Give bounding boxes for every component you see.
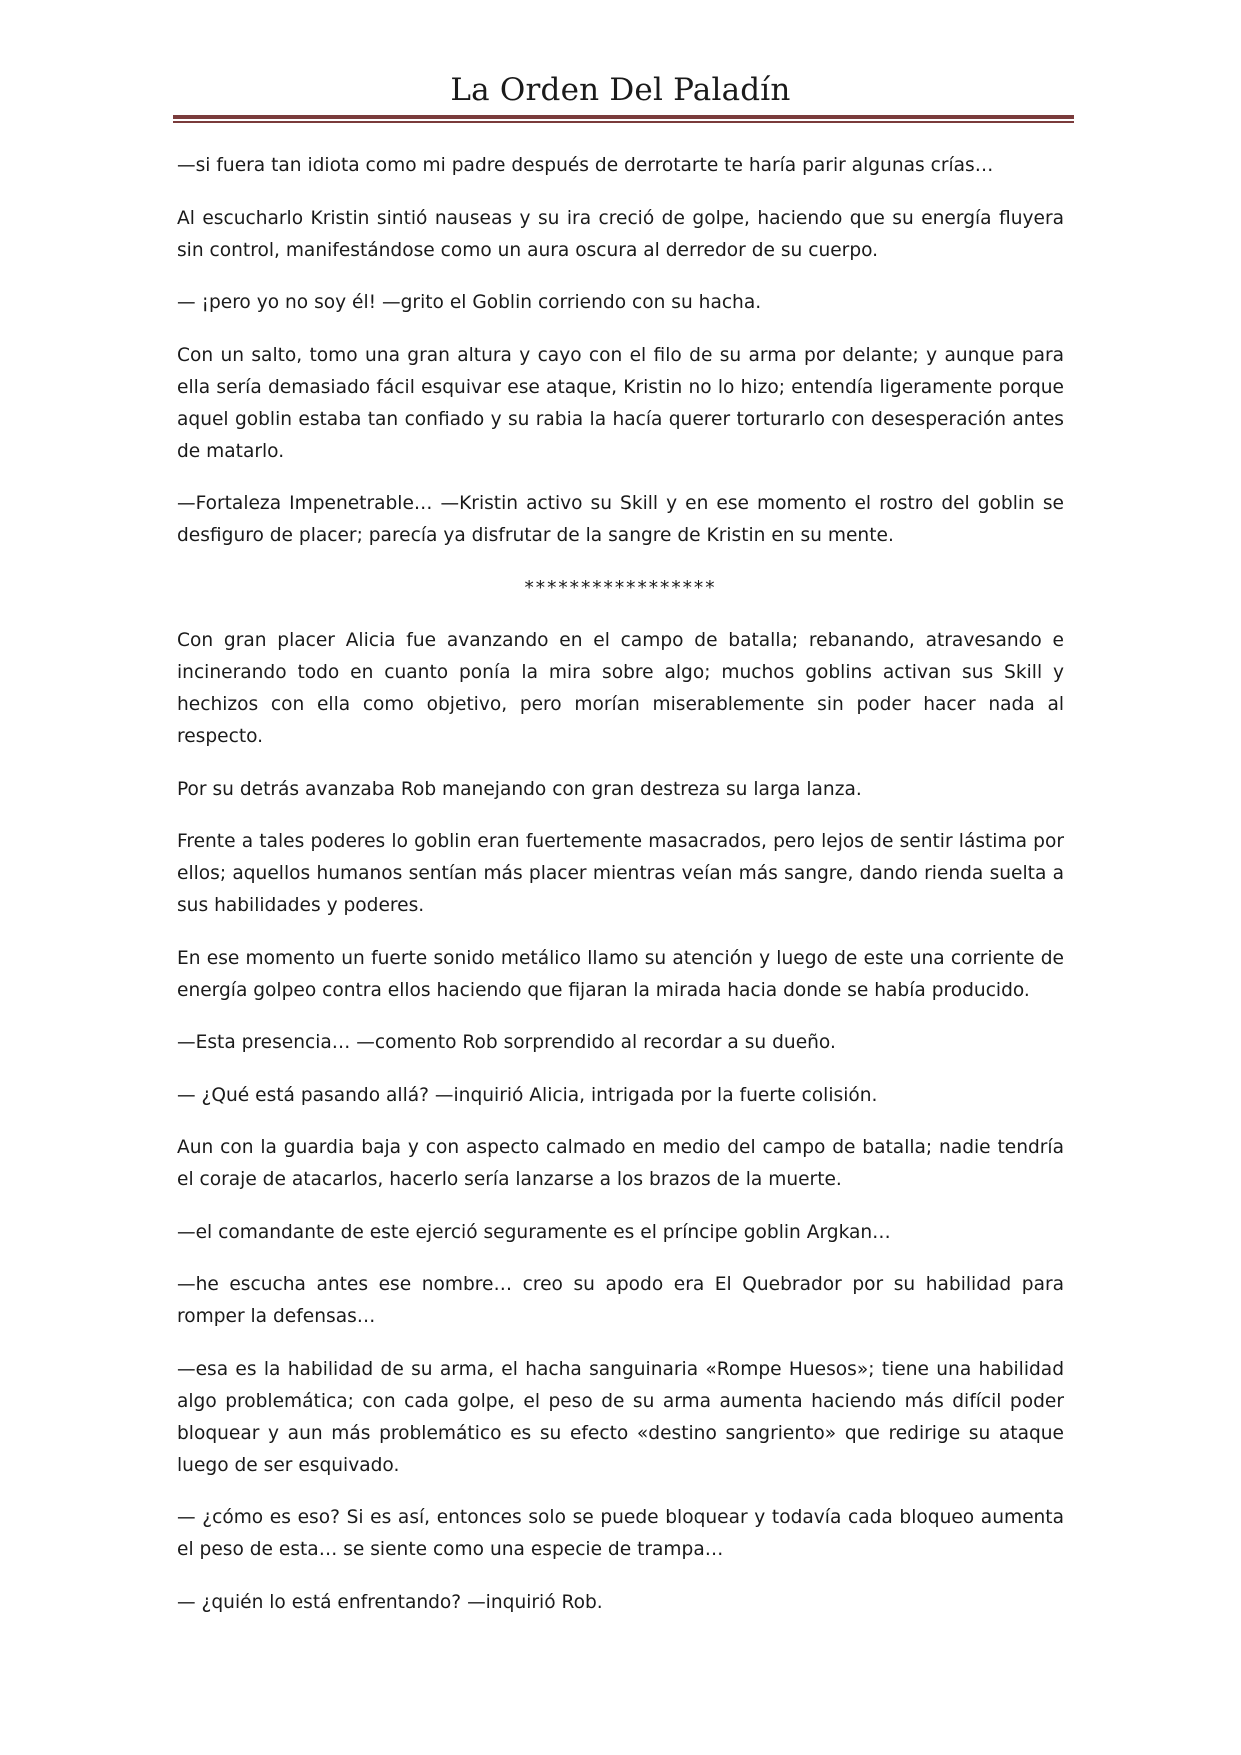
paragraph: Con gran placer Alicia fue avanzando en el campo de batalla; rebanando, atravesando e incinerando todo en cuanto ponía la mira sobre algo; muchos goblins activan sus Skill y hechizos con ella como objetivo, pero morían miserablemente sin poder hacer nada al respecto. — [177, 630, 1064, 747]
paragraph: —si fuera tan idiota como mi padre después de derrotarte te haría parir algunas crías… — [177, 155, 994, 176]
paragraph: Al escucharlo Kristin sintió nauseas y su ira creció de golpe, haciendo que su energía fluyera sin control, manifestándose como un aura oscura al derredor de su cuerpo. — [177, 207, 1064, 261]
header-rule-thick — [173, 115, 1074, 119]
running-header-title: La Orden Del Paladín — [450, 72, 791, 108]
paragraph: En ese momento un fuerte sonido metálico llamo su atención y luego de este una corriente de energía golpeo contra ellos haciendo que fijaran la mirada hacia donde se había producido. — [177, 947, 1064, 1001]
paragraph: —esa es la habilidad de su arma, el hacha sanguinaria «Rompe Huesos»; tiene una habilidad algo problemática; con cada golpe, el peso de su arma aumenta haciendo más difícil poder bloquear y aun más problemático es su efecto «destino sangriento» que redirige su ataque luego de ser esquivado. — [177, 1358, 1064, 1476]
paragraph: —el comandante de este ejerció seguramente es el príncipe goblin Argkan… — [177, 1221, 891, 1243]
paragraph: Frente a tales poderes lo goblin eran fuertemente masacrados, pero lejos de sentir lástima por ellos; aquellos humanos sentían más placer mientras veían más sangre, dando rienda suelta a sus habilidades y poderes. — [177, 831, 1064, 916]
paragraph: Aun con la guardia baja y con aspecto calmado en medio del campo de batalla; nadie tendría el coraje de atacarlos, hacerlo sería lanzarse a los brazos de la muerte. — [177, 1137, 1064, 1190]
paragraph: —he escucha antes ese nombre… creo su apodo era El Quebrador por su habilidad para romper la defensas… — [177, 1274, 1064, 1327]
paragraph: Por su detrás avanzaba Rob manejando con gran destreza su larga lanza. — [177, 778, 862, 800]
paragraph: — ¿cómo es eso? Si es así, entonces solo se puede bloquear y todavía cada bloqueo aumenta el peso de esta… se siente como una especie de trampa… — [177, 1507, 1064, 1560]
paragraph: — ¡pero yo no soy él! —grito el Goblin corriendo con su hacha. — [177, 292, 762, 313]
scene-separator: ***************** — [524, 577, 717, 599]
paragraph: — ¿quién lo está enfrentando? —inquirió Rob. — [177, 1591, 603, 1613]
paragraph: Con un salto, tomo una gran altura y cayo con el filo de su arma por delante; y aunque para ella sería demasiado fácil esquivar ese ataque, Kristin no lo hizo; entendía ligeramente porque aquel goblin estaba tan confiado y su rabia la hacía querer torturarlo con desesperación antes de matarlo. — [177, 344, 1064, 462]
paragraph: —Fortaleza Impenetrable… —Kristin activo su Skill y en ese momento el rostro del goblin se desfiguro de placer; parecía ya disfrutar de la sangre de Kristin en su mente. — [177, 493, 1064, 546]
header-rule-thin — [173, 121, 1074, 123]
body-text — [177, 150, 1064, 1639]
paragraph: — ¿Qué está pasando allá? —inquirió Alicia, intrigada por la fuerte colisión. — [177, 1084, 878, 1106]
paragraph: —Esta presencia… —comento Rob sorprendido al recordar a su dueño. — [177, 1032, 836, 1053]
